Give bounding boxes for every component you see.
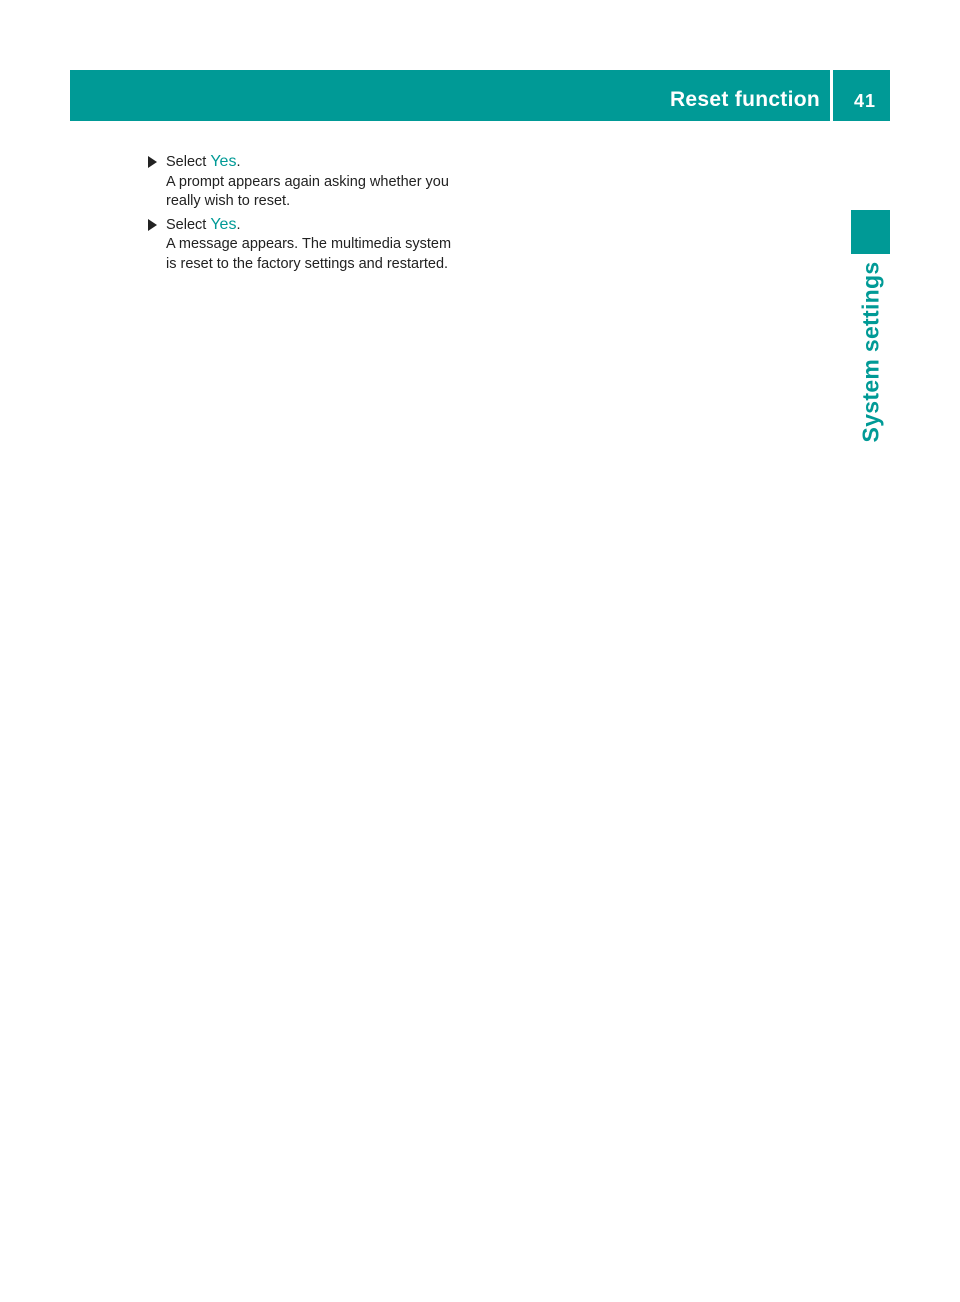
action-text: Select (166, 216, 211, 233)
instruction-list (148, 152, 488, 277)
step-result-line: A message appears. The multimedia system (166, 236, 452, 252)
menu-item-reference: Yes (210, 215, 237, 233)
instruction-step (148, 215, 488, 275)
instruction-step (148, 152, 488, 212)
step-result-line: really wish to reset. (166, 193, 291, 209)
menu-item-reference: Yes (210, 153, 237, 170)
step-action (166, 215, 488, 236)
step-result-line: is reset to the factory settings and restarted. (166, 255, 449, 272)
action-punctuation: . (236, 216, 241, 233)
action-text: Select (166, 154, 211, 170)
chapter-label: System settings (857, 261, 884, 443)
action-punctuation: . (236, 154, 241, 170)
triangle-right-icon (148, 219, 157, 231)
page-number: 41 (853, 91, 876, 111)
chapter-tab-marker (851, 210, 890, 254)
step-action (166, 152, 488, 173)
header-bar (70, 70, 890, 121)
header-divider (830, 70, 833, 121)
triangle-right-icon (148, 156, 157, 168)
step-result-line: A prompt appears again asking whether you (166, 173, 449, 190)
section-title: Reset function (669, 88, 820, 111)
